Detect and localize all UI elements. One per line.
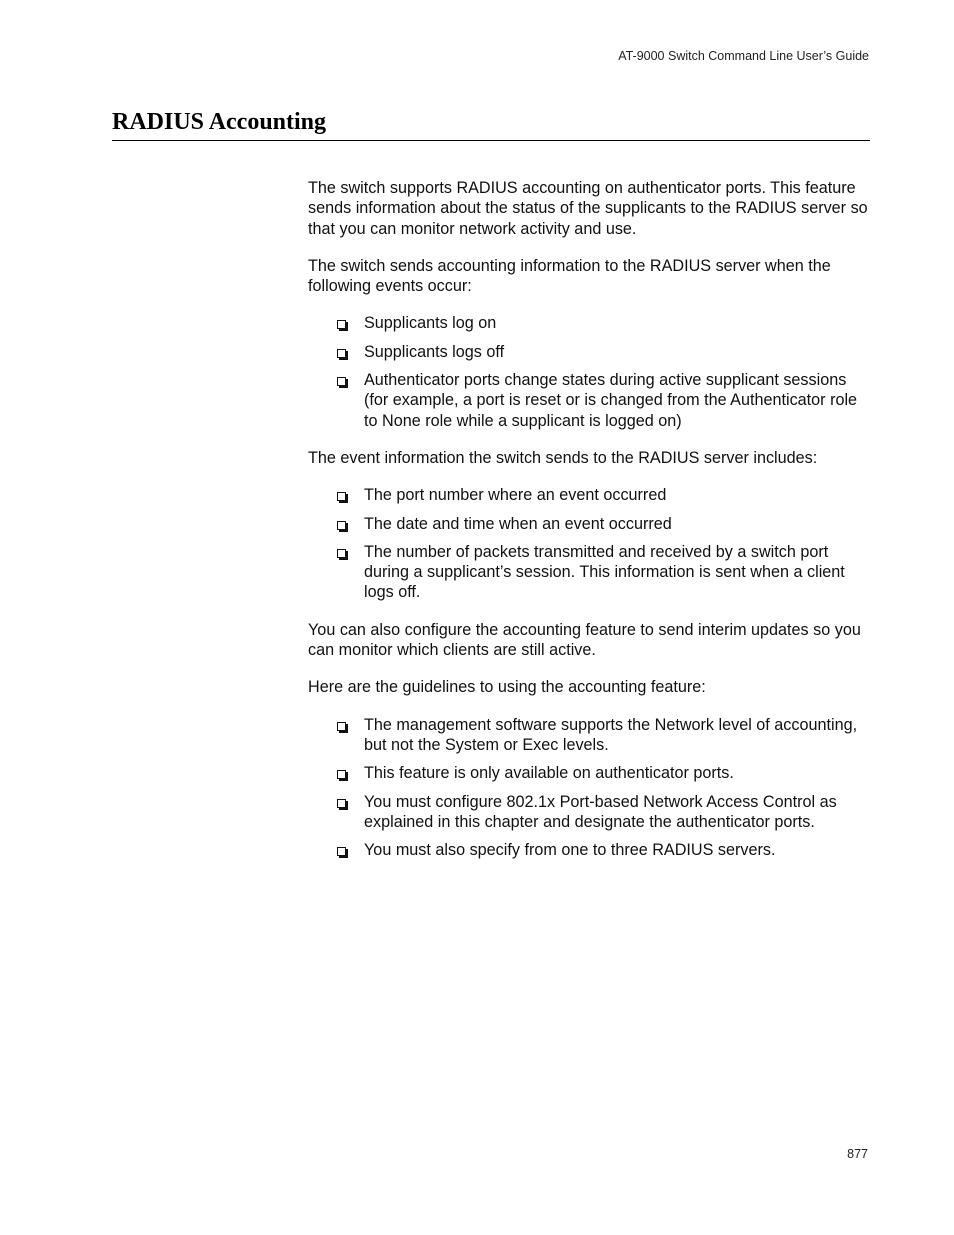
list-item (308, 313, 873, 333)
body-text (308, 178, 873, 877)
list-item-text: Supplicants logs off (364, 342, 505, 361)
list-item (308, 542, 873, 603)
section-title: RADIUS Accounting (112, 109, 327, 135)
intro-paragraph-1: The switch supports RADIUS accounting on authenticator ports. This feature sends information about the status of the supplicants to the RADIUS server so that you can monitor network activity and use. (308, 179, 868, 238)
list-item (308, 370, 873, 431)
list-item-text: This feature is only available on authenticator ports. (364, 764, 734, 783)
running-header: AT-9000 Switch Command Line User’s Guide (618, 49, 869, 63)
box-bullet-icon (337, 770, 346, 779)
guidelines-list (308, 715, 873, 861)
events-list (308, 313, 873, 430)
list-item-text: The port number where an event occurred (364, 486, 667, 505)
list-item-text: The management software supports the Network level of accounting, but not the System or Exec levels. (364, 715, 858, 754)
event-info-paragraph: The event information the switch sends to the RADIUS server includes: (308, 448, 818, 467)
list-item (308, 840, 873, 860)
list-item-text: You must also specify from one to three RADIUS servers. (364, 841, 776, 860)
list-item-text: Supplicants log on (364, 314, 497, 333)
intro-paragraph-2: The switch sends accounting information to the RADIUS server when the following events occur: (308, 256, 831, 296)
list-item (308, 485, 873, 505)
box-bullet-icon (337, 549, 346, 558)
list-item (308, 514, 873, 534)
event-info-list (308, 485, 873, 602)
list-item-text: The date and time when an event occurred (364, 514, 672, 533)
box-bullet-icon (337, 799, 346, 808)
list-item (308, 763, 873, 783)
box-bullet-icon (337, 377, 346, 386)
list-item (308, 792, 873, 833)
box-bullet-icon (337, 320, 346, 329)
box-bullet-icon (337, 847, 346, 856)
list-item-text: The number of packets transmitted and received by a switch port during a supplicant’s session. This information is sent when a client logs off. (364, 542, 845, 602)
guidelines-paragraph: Here are the guidelines to using the accounting feature: (308, 678, 706, 697)
list-item (308, 715, 873, 756)
interim-paragraph: You can also configure the accounting feature to send interim updates so you can monitor which clients are still active. (308, 620, 861, 660)
box-bullet-icon (337, 521, 346, 530)
page-number: 877 (847, 1147, 868, 1161)
list-item (308, 342, 873, 362)
title-rule (112, 140, 870, 141)
box-bullet-icon (337, 492, 346, 501)
list-item-text: Authenticator ports change states during active supplicant sessions (for example, a port is reset or is changed from the Authenticator role to None role while a supplicant is logged on) (364, 371, 858, 430)
box-bullet-icon (337, 349, 346, 358)
list-item-text: You must configure 802.1x Port-based Network Access Control as explained in this chapter and designate the authenticator ports. (364, 792, 837, 831)
box-bullet-icon (337, 722, 346, 731)
